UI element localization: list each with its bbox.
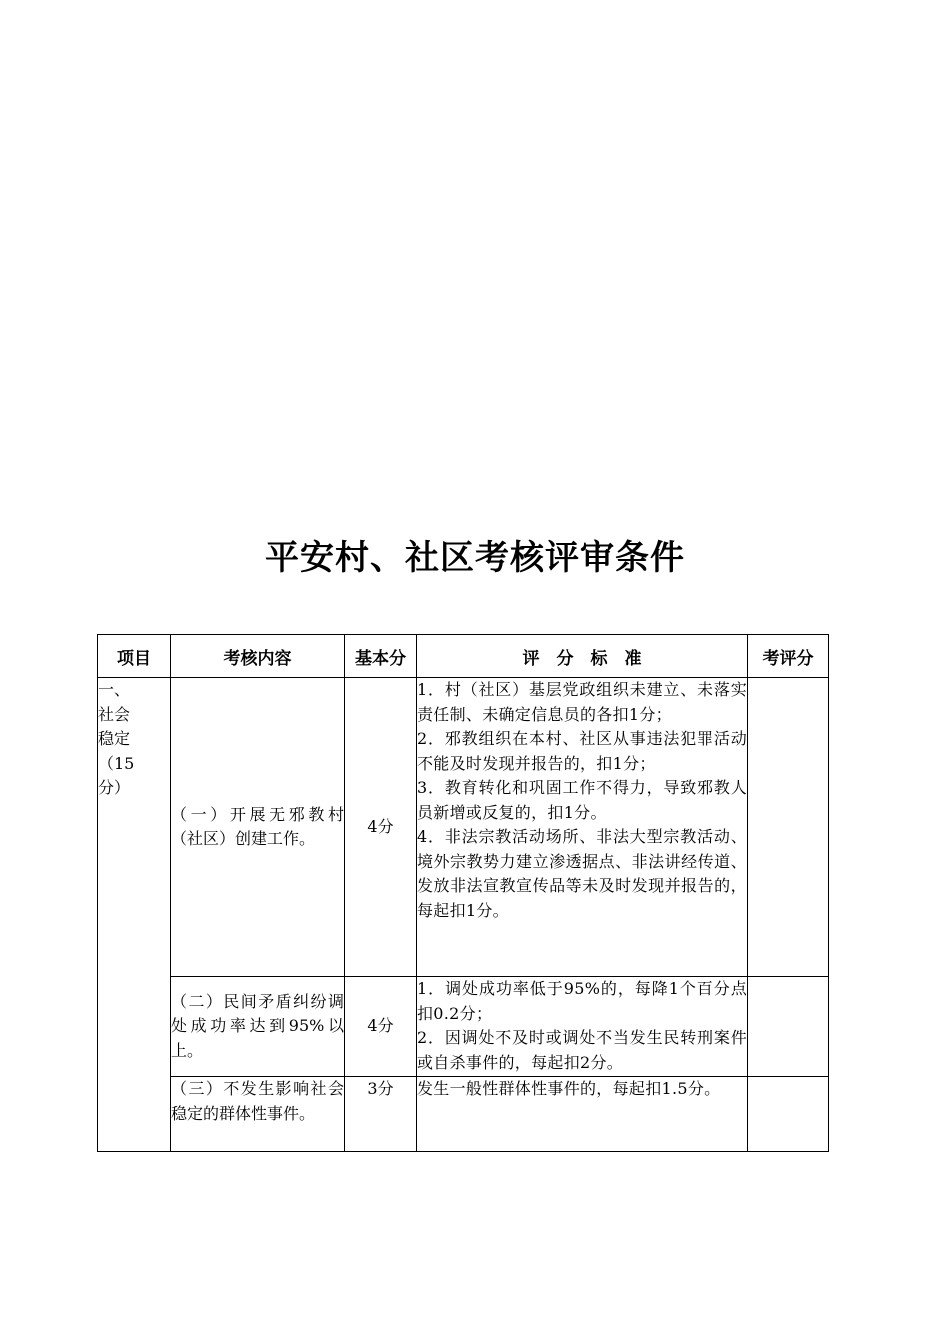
header-evaluation: 考评分 xyxy=(748,635,829,678)
criteria-item: 2．因调处不及时或调处不当发生民转刑案件或自杀事件的，每起扣2分。 xyxy=(417,1028,747,1072)
criteria-cell xyxy=(417,977,748,1077)
table-row xyxy=(98,1077,829,1152)
section-label-line: 分） xyxy=(98,778,131,797)
score-cell: 3分 xyxy=(345,1077,417,1152)
section-label-line: 一、 xyxy=(98,680,131,699)
section-label-line: 社会 xyxy=(98,704,131,724)
content-cell: （一）开展无邪教村（社区）创建工作。 xyxy=(171,678,345,977)
header-base-score: 基本分 xyxy=(345,635,417,678)
header-criteria: 评 分 标 准 xyxy=(417,635,748,678)
header-row xyxy=(98,635,829,678)
section-label xyxy=(98,678,171,1152)
evaluation-cell[interactable] xyxy=(748,678,829,977)
evaluation-cell[interactable] xyxy=(748,1077,829,1152)
score-cell: 4分 xyxy=(345,678,417,977)
section-label-line: （15 xyxy=(98,753,135,773)
criteria-item: 4．非法宗教活动场所、非法大型宗教活动、境外宗教势力建立渗透据点、非法讲经传道、发放非法宣教宣传品等未及时发现并报告的，每起扣1分。 xyxy=(417,827,747,920)
document-title: 平安村、社区考核评审条件 xyxy=(265,538,685,578)
header-content: 考核内容 xyxy=(171,635,345,678)
header-project: 项目 xyxy=(98,635,171,678)
criteria-cell xyxy=(417,678,748,977)
content-cell: （二）民间矛盾纠纷调处成功率达到95%以上。 xyxy=(171,977,345,1077)
score-cell: 4分 xyxy=(345,977,417,1077)
content-cell: （三）不发生影响社会稳定的群体性事件。 xyxy=(171,1077,345,1152)
assessment-table xyxy=(97,634,829,1152)
evaluation-cell[interactable] xyxy=(748,977,829,1077)
section-label-line: 稳定 xyxy=(98,729,131,748)
table-row xyxy=(98,977,829,1077)
criteria-item: 1．调处成功率低于95%的，每降1个百分点扣0.2分； xyxy=(417,979,747,1023)
criteria-item: 发生一般性群体性事件的，每起扣1.5分。 xyxy=(417,1079,721,1098)
criteria-item: 3．教育转化和巩固工作不得力，导致邪教人员新增或反复的，扣1分。 xyxy=(417,778,747,822)
criteria-item: 2．邪教组织在本村、社区从事违法犯罪活动不能及时发现并报告的，扣1分； xyxy=(417,729,747,773)
criteria-cell xyxy=(417,1077,748,1152)
criteria-item: 1．村（社区）基层党政组织未建立、未落实责任制、未确定信息员的各扣1分； xyxy=(417,680,747,724)
table-row xyxy=(98,678,829,977)
